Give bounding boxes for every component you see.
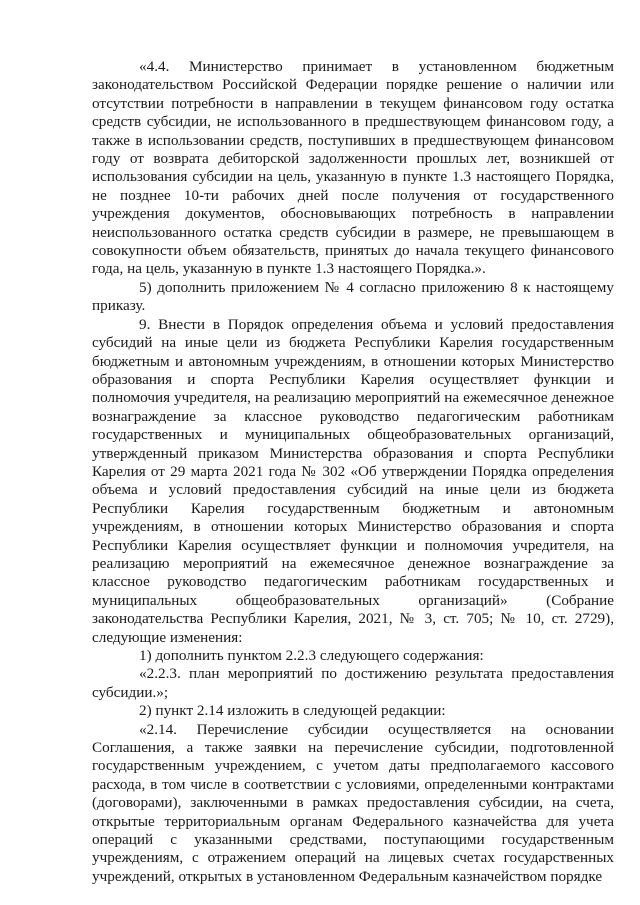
paragraph-2-14: «2.14. Перечисление субсидии осуществляется на основании Соглашения, а также заявки на перечисление субсидии, подготовленной государственным учреждением, с учетом даты предполагаемого кассового расхода, в том числе в соответствии с условиями, определенными контрактами (договорами), заключенными в рамках предоставления субсидии, на счета, открытые территориальным органам Федерального казначейства для учета операций с указанными средствами, поступающими государственным учреждениям, с отражением операций на лицевых счетах государственных учреждений, открытых в установленном Федеральным казначейством порядке bbox=[92, 720, 614, 885]
paragraph-2-2-3: «2.2.3. план мероприятий по достижению результата предоставления субсидии.»; bbox=[92, 665, 614, 701]
paragraph-4-4: «4.4. Министерство принимает в установленном бюджетным законодательством Российской Федерации порядке решение о наличии или отсутствии потребности в направлении в текущем финансовом году остатка средств субсидии, не использованного в предшествующем финансовом году, а также в использовании средств, поступивших в предшествующем финансовом году от возврата дебиторской задолженности прошлых лет, возникшей от использования субсидии на цель, указанную в пункте 1.3 настоящего Порядка, не позднее 10-ти рабочих дней после получения от государственного учреждения документов, обосновывающих потребность в направлении неиспользованного остатка средств субсидии в размере, не превышающем в совокупности объем обязательств, принятых до начала текущего финансового года, на цель, указанную в пункте 1.3 настоящего Порядка.». bbox=[92, 58, 614, 278]
paragraph-section-9: 9. Внести в Порядок определения объема и условий предоставления субсидий на иные цели из бюджета Республики Карелия государственным бюджетным и автономным учреждениям, в отношении которых Министерство образования и спорта Республики Карелия осуществляет функции и полномочия учредителя, на реализацию мероприятий на ежемесячное денежное вознаграждение за классное руководство педагогическим работникам государственных и муниципальных общеобразовательных организаций, утвержденный приказом Министерства образования и спорта Республики Карелия от 29 марта 2021 года № 302 «Об утверждении Порядка определения объема и условий предоставления субсидий на иные цели из бюджета Республики Карелия государственным бюджетным и автономным учреждениям, в отношении которых Министерство образования и спорта Республики Карелия осуществляет функции и полномочия учредителя, на реализацию мероприятий на ежемесячное денежное вознаграждение за классное руководство педагогическим работникам государственных и муниципальных общеобразовательных организаций» (Собрание законодательства Республики Карелия, 2021, № 3, ст. 705; № 10, ст. 2729), следующие изменения: bbox=[92, 315, 614, 646]
document-page bbox=[92, 58, 614, 886]
paragraph-item-5: 5) дополнить приложением № 4 согласно приложению 8 к настоящему приказу. bbox=[92, 278, 614, 315]
paragraph-item-1: 1) дополнить пунктом 2.2.3 следующего содержания: bbox=[139, 647, 484, 664]
paragraph-item-2: 2) пункт 2.14 изложить в следующей редакции: bbox=[139, 702, 446, 720]
